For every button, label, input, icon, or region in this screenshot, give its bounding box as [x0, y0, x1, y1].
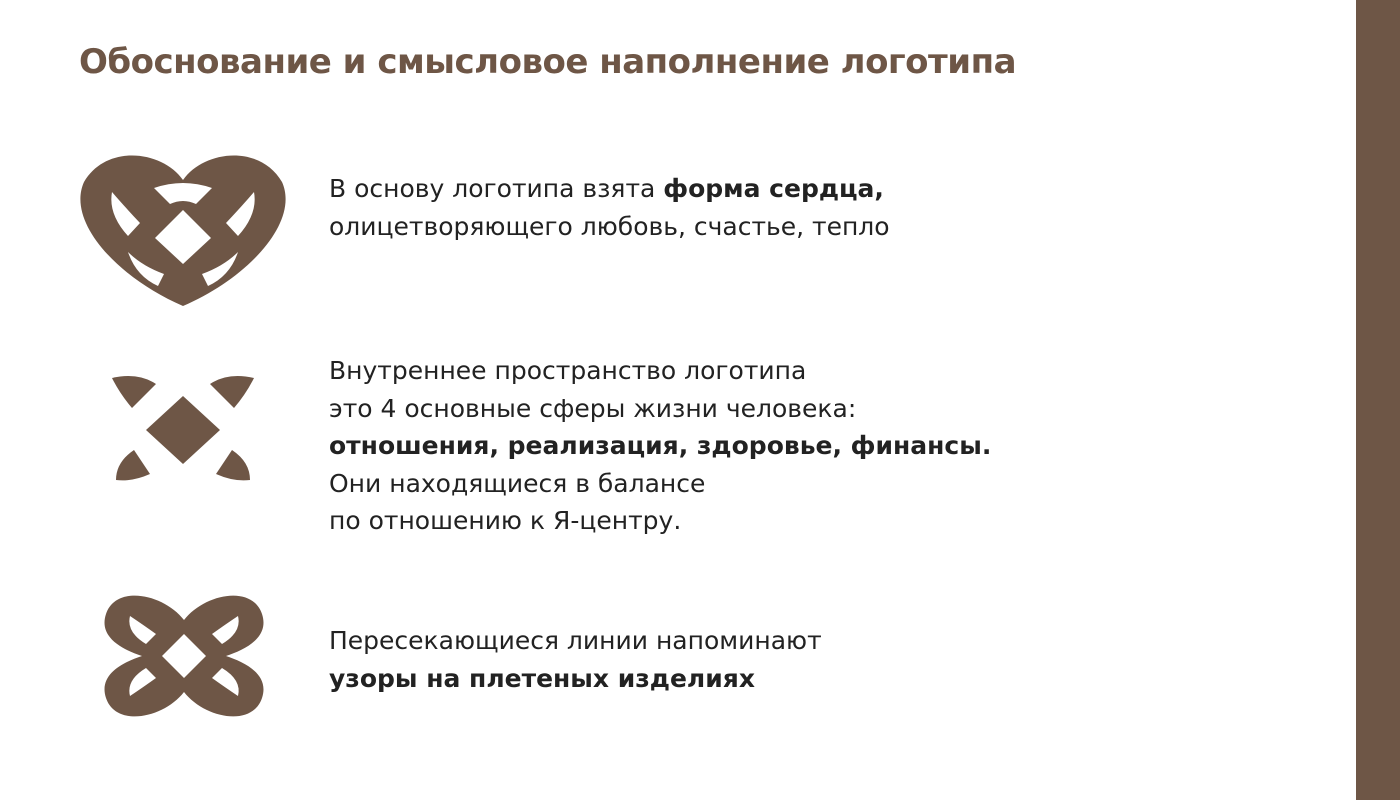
four-spheres-icon [108, 372, 258, 484]
heart-logo-icon [78, 148, 288, 308]
spheres-list-emphasis: отношения, реализация, здоровье, финансы. [329, 431, 992, 460]
heart-shape-emphasis: форма сердца, [663, 174, 884, 203]
heart-description [329, 170, 890, 245]
spheres-description [329, 352, 991, 540]
woven-pattern-emphasis: узоры на плетеных изделиях [329, 663, 755, 693]
spheres-description-line-2: это 4 основные сферы жизни человека: [329, 393, 857, 423]
woven-knot-icon [102, 590, 266, 722]
spheres-description-line-1: Внутреннее пространство логотипа [329, 356, 807, 385]
spheres-description-line-5: по отношению к Я-центру. [329, 506, 682, 535]
knot-description-line-1: Пересекающиеся линии напоминают [329, 626, 822, 655]
heart-description-line-2: олицетворяющего любовь, счастье, тепло [329, 211, 890, 241]
spheres-description-line-4: Они находящиеся в балансе [329, 468, 706, 498]
knot-description-line-2 [329, 660, 822, 698]
knot-description [329, 622, 822, 697]
page-title: Обоснование и смысловое наполнение логотипа [79, 42, 1017, 82]
spheres-description-line-3 [329, 427, 991, 465]
heart-description-line-1: В основу логотипа взята форма сердца, [329, 174, 884, 203]
side-accent-bar [1356, 0, 1400, 800]
